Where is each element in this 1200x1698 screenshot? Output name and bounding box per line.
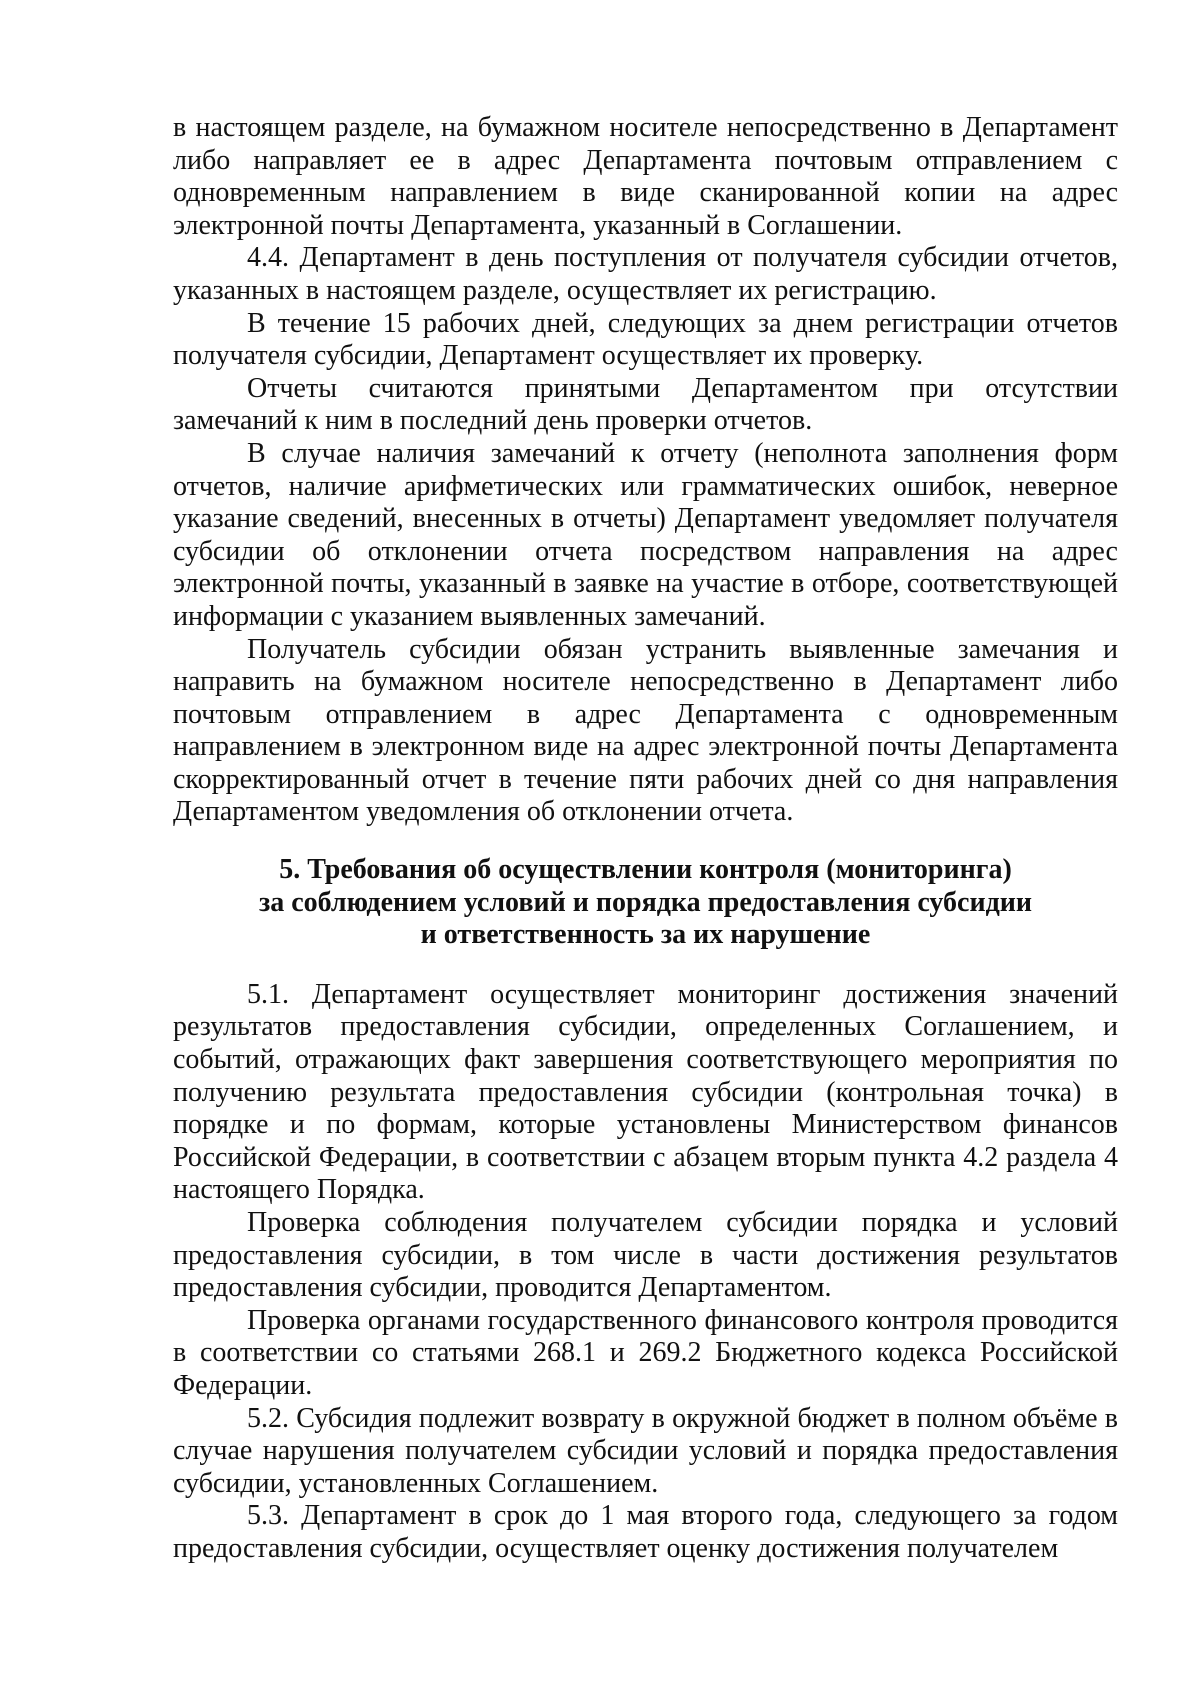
paragraph-compliance-check: Проверка соблюдения получателем субсидии порядка и условий предоставления субсидии, в том числе в части достижения результатов предоставления субсидии, проводится Департаментом.	[173, 1207, 1118, 1304]
paragraph-state-control: Проверка органами государственного финансового контроля проводится в соответствии со статьями 268.1 и 269.2 Бюджетного кодекса Российской Федерации.	[173, 1304, 1118, 1401]
paragraph-continuation: в настоящем разделе, на бумажном носителе непосредственно в Департамент либо направляет ее в адрес Департамента почтовым отправлением с одновременным направлением в виде сканированной копии на адрес электронной почты Департамента, указанный в Соглашении.	[173, 112, 1118, 241]
section-5-heading-line: за соблюдением условий и порядка предоставления субсидии	[258, 886, 1033, 918]
paragraph-corrections: Получатель субсидии обязан устранить выявленные замечания и направить на бумажном носителе непосредственно в Департамент либо почтовым отправлением в адрес Департамента с одновременным направлением в электронном виде на адрес электронной почты Департамента скорректированный отчет в течение пяти рабочих дней со дня направления Департаментом уведомления об отклонении отчета.	[173, 633, 1118, 828]
document-page	[173, 112, 1118, 1566]
section-5-heading	[173, 854, 1118, 952]
paragraph-remarks: В случае наличия замечаний к отчету (неполнота заполнения форм отчетов, наличие арифметических или грамматических ошибок, неверное указание сведений, внесенных в отчеты) Департамент уведомляет получателя субсидии об отклонении отчета посредством направления на адрес электронной почты, указанный в заявке на участие в отборе, соответствующей информации с указанием выявленных замечаний.	[173, 437, 1118, 632]
paragraph-5-2: 5.2. Субсидия подлежит возврату в окружной бюджет в полном объёме в случае нарушения получателем субсидии условий и порядка предоставления субсидии, установленных Соглашением.	[173, 1402, 1118, 1499]
section-5-heading-line: 5. Требования об осуществлении контроля (мониторинга)	[279, 854, 1012, 886]
paragraph-5-3: 5.3. Департамент в срок до 1 мая второго года, следующего за годом предоставления субсидии, осуществляет оценку достижения получателем	[173, 1500, 1118, 1564]
section-5-heading-line: и ответственность за их нарушение	[420, 919, 871, 951]
paragraph-4-4: 4.4. Департамент в день поступления от получателя субсидии отчетов, указанных в настоящем разделе, осуществляет их регистрацию.	[173, 242, 1118, 306]
paragraph-reports-accepted: Отчеты считаются принятыми Департаментом при отсутствии замечаний к ним в последний день проверки отчетов.	[173, 372, 1118, 437]
paragraph-review-period: В течение 15 рабочих дней, следующих за днем регистрации отчетов получателя субсидии, Департамент осуществляет их проверку.	[173, 307, 1118, 372]
paragraph-5-1: 5.1. Департамент осуществляет мониторинг достижения значений результатов предоставления субсидии, определенных Соглашением, и событий, отражающих факт завершения соответствующего мероприятия по получению результата предоставления субсидии (контрольная точка) в порядке и по формам, которые установлены Министерством финансов Российской Федерации, в соответствии с абзацем вторым пункта 4.2 раздела 4 настоящего Порядка.	[173, 978, 1118, 1206]
